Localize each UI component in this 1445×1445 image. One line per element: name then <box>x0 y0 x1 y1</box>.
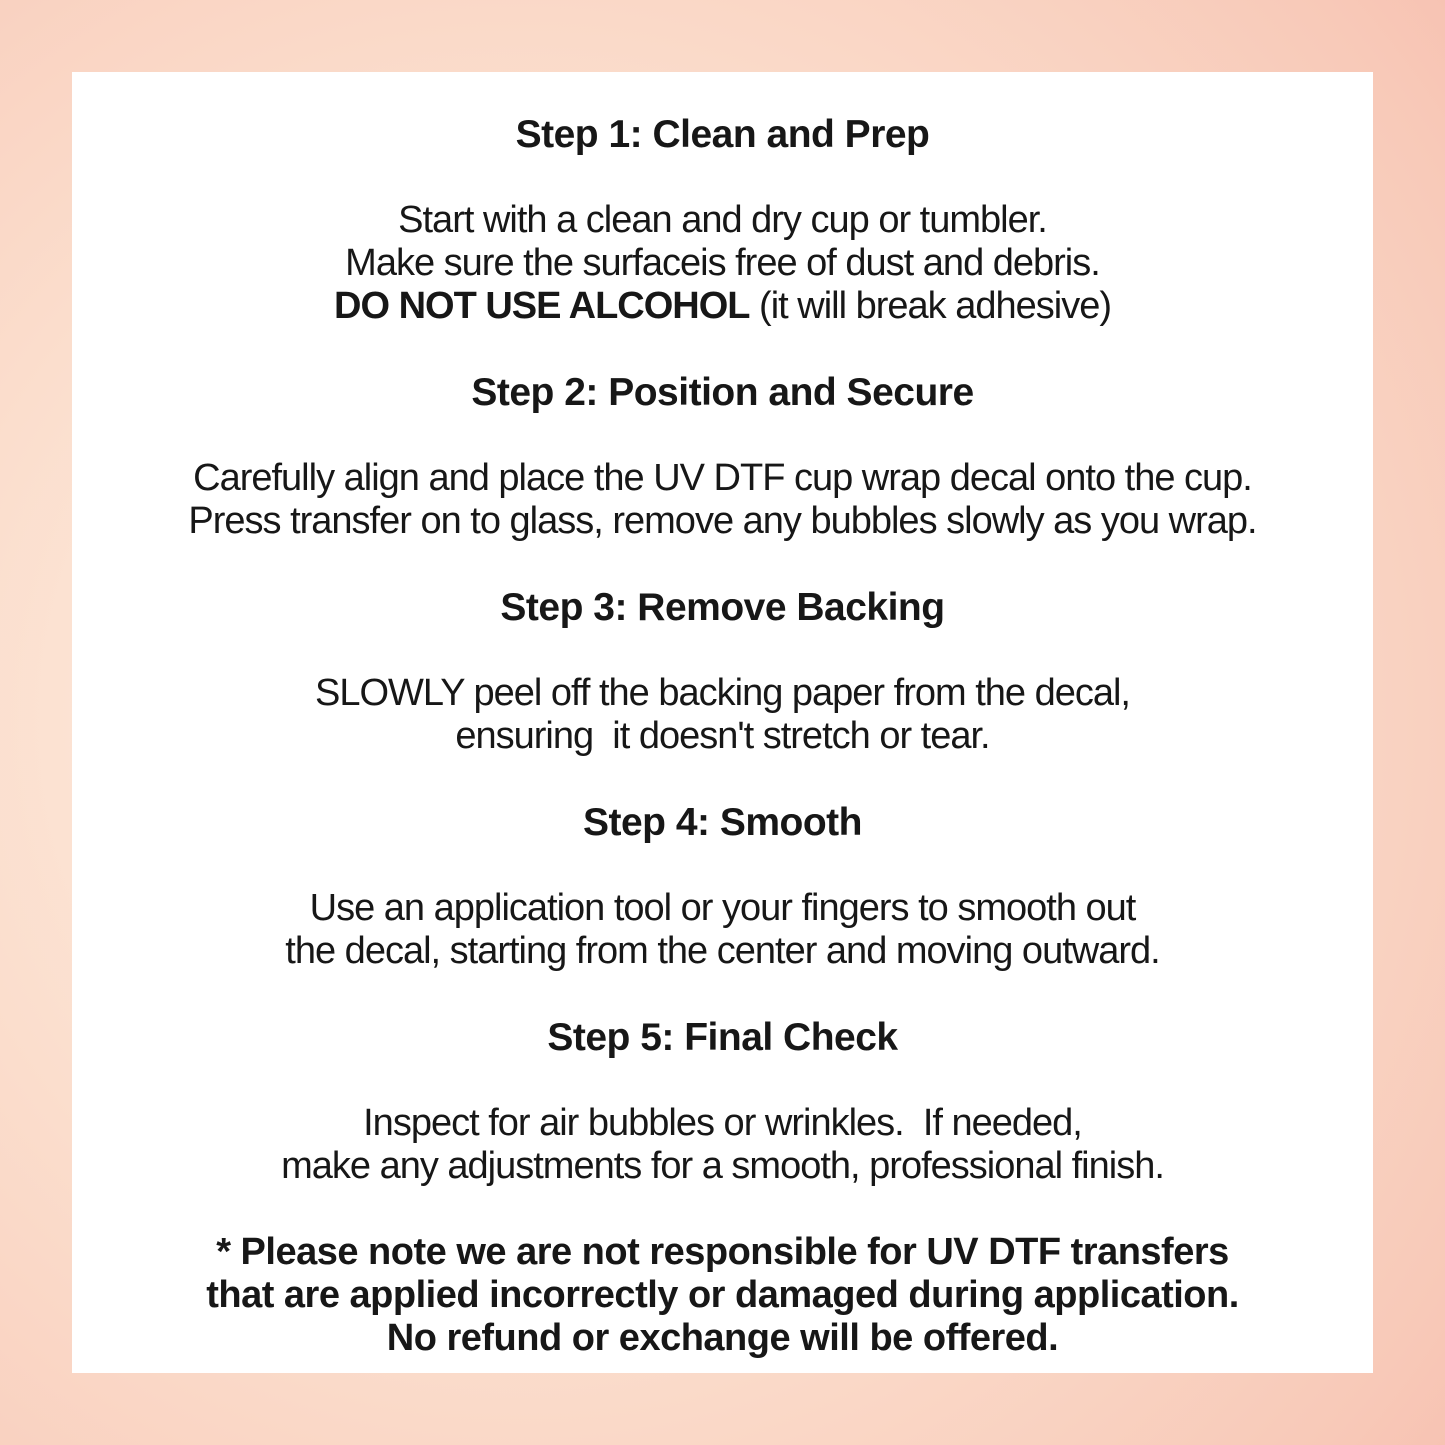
step-1-body <box>98 199 1347 328</box>
body-line: Press transfer on to glass, remove any bubbles slowly as you wrap. <box>188 500 1257 542</box>
disclaimer-line: * Please note we are not responsible for UV DTF transfers <box>216 1231 1229 1273</box>
step-1-section <box>98 113 1347 328</box>
alcohol-warning-rest: (it will break adhesive) <box>749 285 1111 327</box>
step-4-section <box>98 801 1347 973</box>
step-5-section <box>98 1016 1347 1188</box>
body-line <box>98 285 1347 328</box>
body-line: SLOWLY peel off the backing paper from the decal, <box>315 672 1130 714</box>
step-5-heading: Step 5: Final Check <box>547 1016 898 1059</box>
body-line: Inspect for air bubbles or wrinkles. If needed, <box>363 1102 1082 1144</box>
step-1-heading: Step 1: Clean and Prep <box>515 113 930 156</box>
step-3-body <box>98 672 1347 758</box>
alcohol-warning-bold: DO NOT USE ALCOHOL <box>334 285 750 327</box>
body-line: Carefully align and place the UV DTF cup wrap decal onto the cup. <box>193 457 1252 499</box>
step-3-heading: Step 3: Remove Backing <box>500 586 945 629</box>
step-4-body <box>98 887 1347 973</box>
step-2-body <box>98 457 1347 543</box>
body-line: Start with a clean and dry cup or tumbler. <box>398 199 1047 241</box>
disclaimer-line: that are applied incorrectly or damaged during application. <box>206 1274 1239 1316</box>
step-2-section <box>98 371 1347 543</box>
disclaimer-note <box>98 1231 1347 1360</box>
step-5-body <box>98 1102 1347 1188</box>
body-line: make any adjustments for a smooth, professional finish. <box>281 1145 1164 1187</box>
step-4-heading: Step 4: Smooth <box>582 801 862 844</box>
body-line: the decal, starting from the center and moving outward. <box>285 930 1160 972</box>
disclaimer-line: No refund or exchange will be offered. <box>386 1317 1059 1359</box>
body-line: ensuring it doesn't stretch or tear. <box>455 715 990 757</box>
body-line: Make sure the surfaceis free of dust and debris. <box>345 242 1100 284</box>
instructions-card <box>72 72 1373 1373</box>
body-line: Use an application tool or your fingers to smooth out <box>309 887 1136 929</box>
step-2-heading: Step 2: Position and Secure <box>471 371 974 414</box>
step-3-section <box>98 586 1347 758</box>
